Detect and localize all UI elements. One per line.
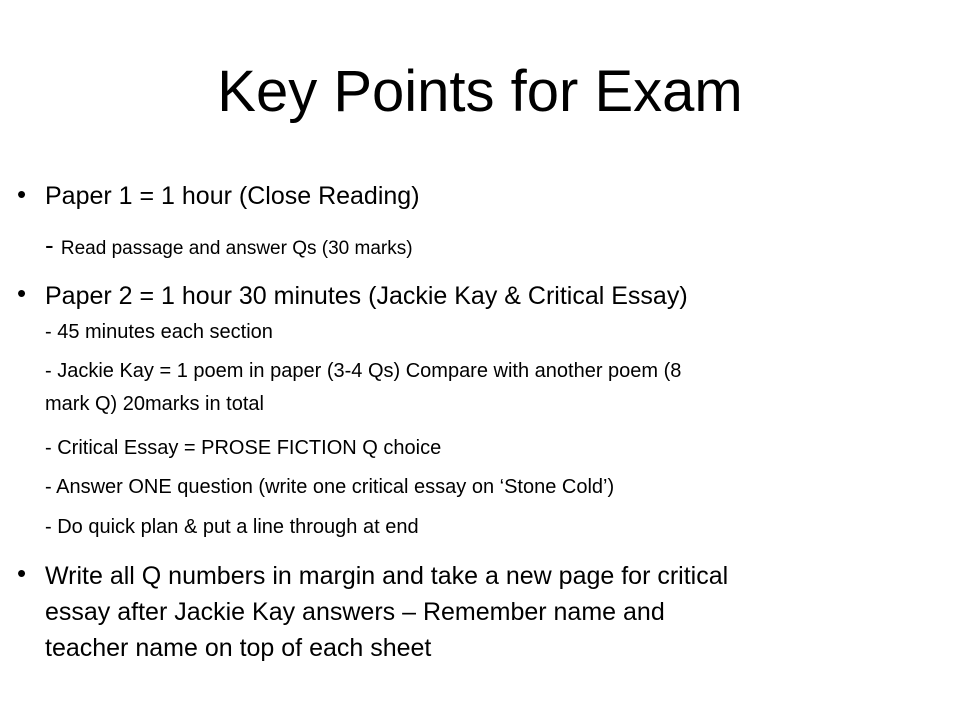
sub-dash: - — [45, 230, 61, 260]
sub-read-passage — [45, 230, 413, 265]
sub-answer-one: - Answer ONE question (write one critical essay on ‘Stone Cold’) — [45, 476, 615, 498]
sub-jackie-kay-line-2: mark Q) 20marks in total — [45, 393, 264, 415]
bullet-write-q-line-3: teacher name on top of each sheet — [45, 634, 432, 662]
slide-title: Key Points for Exam — [217, 59, 743, 124]
bullet-paper-1: Paper 1 = 1 hour (Close Reading) — [45, 182, 420, 210]
bullet-write-q-line-1: Write all Q numbers in margin and take a new page for critical — [45, 562, 729, 590]
sub-critical-essay: - Critical Essay = PROSE FICTION Q choice — [45, 437, 442, 459]
bullet-paper-2: Paper 2 = 1 hour 30 minutes (Jackie Kay & Critical Essay) — [45, 282, 688, 310]
sub-read-passage-text: Read passage and answer Qs (30 marks) — [60, 238, 413, 259]
sub-quick-plan: - Do quick plan & put a line through at end — [45, 516, 419, 538]
sub-45-minutes: - 45 minutes each section — [45, 321, 273, 343]
sub-jackie-kay-line-1: - Jackie Kay = 1 poem in paper (3-4 Qs) Compare with another poem (8 — [45, 360, 682, 382]
bullet-dot: • — [17, 558, 27, 588]
bullet-write-q-line-2: essay after Jackie Kay answers – Remember name and — [45, 598, 665, 626]
bullet-dot: • — [17, 179, 27, 209]
bullet-dot: • — [17, 278, 27, 308]
